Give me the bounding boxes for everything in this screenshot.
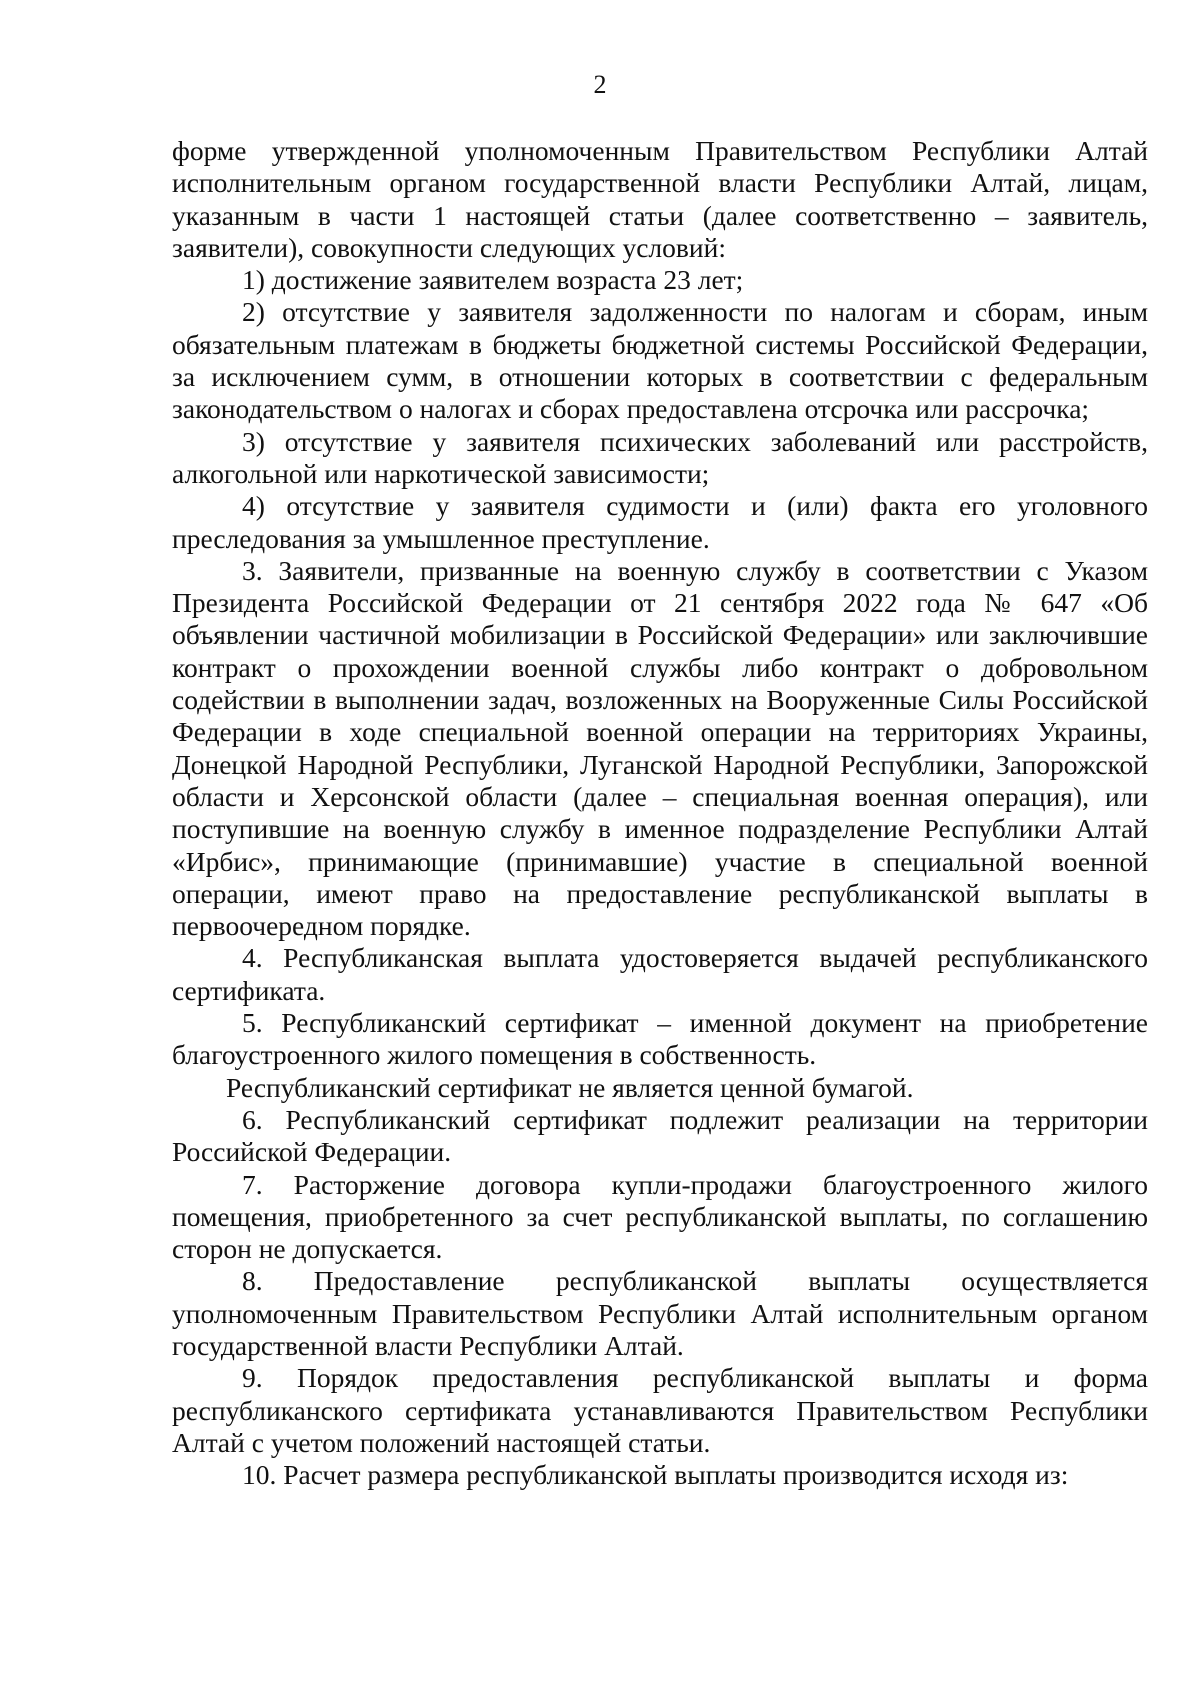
paragraph-item-5-note: Республиканский сертификат не является ценной бумагой.	[226, 1071, 914, 1103]
paragraph-item-5: 5. Республиканский сертификат – именной документ на приобретение благоустроенного жилого помещения в собственность.	[172, 1007, 1148, 1071]
document-body	[172, 135, 1148, 1491]
paragraph-item-9: 9. Порядок предоставления республиканской выплаты и форма республиканского сертификата устанавливаются Правительством Республики Алтай с учетом положений настоящей статьи.	[172, 1362, 1148, 1458]
page-number: 2	[593, 70, 607, 99]
paragraph-item-10: 10. Расчет размера республиканской выплаты производится исходя из:	[242, 1459, 1069, 1491]
paragraph-item-3: 3. Заявители, призванные на военную службу в соответствии с Указом Президента Российской Федерации от 21 сентября 2022 года № 647 «Об объявлении частичной мобилизации в Российской Федерации» или заключившие контракт о прохождении военной службы либо контракт о добровольном содействии в выполнении задач, возложенных на Вооруженные Силы Российской Федерации в ходе специальной военной операции на территориях Украины, Донецкой Народной Республики, Луганской Народной Республики, Запорожской области и Херсонской области (далее – специальная военная операция), или поступившие на военную службу в именное подразделение Республики Алтай «Ирбис», принимающие (принимавшие) участие в специальной военной операции, имеют право на предоставление республиканской выплаты в первоочередном порядке.	[172, 554, 1148, 942]
paragraph-condition-1: 1) достижение заявителем возраста 23 лет;	[242, 264, 744, 296]
paragraph-condition-2: 2) отсутствие у заявителя задолженности по налогам и сборам, иным обязательным платежам в бюджеты бюджетной системы Российской Федерации, за исключением сумм, в отношении которых в соответствии с федеральным законодательством о налогах и сборах предоставлена отсрочка или рассрочка;	[172, 296, 1148, 425]
paragraph-condition-3: 3) отсутствие у заявителя психических заболеваний или расстройств, алкогольной или наркотической зависимости;	[172, 425, 1148, 489]
paragraph-condition-4: 4) отсутствие у заявителя судимости и (или) факта его уголовного преследования за умышленное преступление.	[172, 490, 1148, 554]
paragraph-item-8: 8. Предоставление республиканской выплаты осуществляется уполномоченным Правительством Республики Алтай исполнительным органом государственной власти Республики Алтай.	[172, 1265, 1148, 1361]
paragraph-item-7: 7. Расторжение договора купли-продажи благоустроенного жилого помещения, приобретенного за счет республиканской выплаты, по соглашению сторон не допускается.	[172, 1168, 1148, 1265]
paragraph-intro-continuation: форме утвержденной уполномоченным Правительством Республики Алтай исполнительным органом государственной власти Республики Алтай, лицам, указанным в части 1 настоящей статьи (далее соответственно – заявитель, заявители), совокупности следующих условий:	[172, 135, 1148, 263]
paragraph-item-4: 4. Республиканская выплата удостоверяется выдачей республиканского сертификата.	[172, 942, 1148, 1006]
paragraph-item-6: 6. Республиканский сертификат подлежит реализации на территории Российской Федерации.	[172, 1103, 1148, 1168]
